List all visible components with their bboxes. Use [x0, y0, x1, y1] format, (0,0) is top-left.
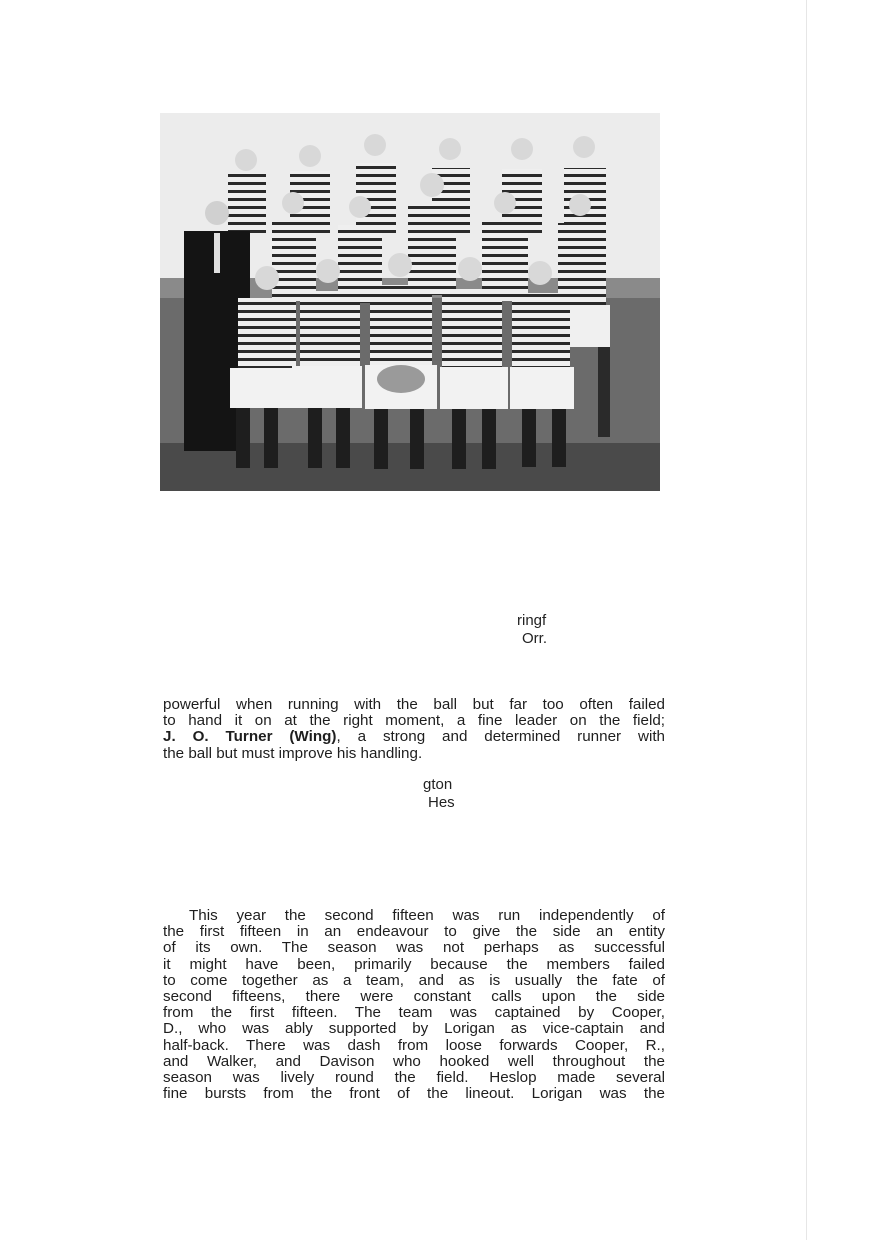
text-fragment-1-line-1: ringf	[517, 612, 547, 629]
page-edge	[806, 0, 807, 1240]
first-paragraph	[163, 697, 665, 762]
second-paragraph-line: half-back. There was dash from loose forwards Cooper, R.,	[163, 1036, 665, 1054]
second-paragraph-line: This year the second fifteen was run independently of	[189, 907, 665, 924]
text-fragment-2	[423, 776, 455, 812]
second-paragraph-line: and Walker, and Davison who hooked well throughout the	[163, 1052, 665, 1070]
team-photograph-image	[160, 113, 660, 491]
first-paragraph-line-3-rest: , a strong and determined runner with	[336, 728, 665, 746]
second-paragraph-line: season was lively round the field. Heslop made several	[163, 1069, 665, 1087]
first-paragraph-line-4: the ball but must improve his handling.	[163, 744, 423, 762]
second-paragraph-line: to come together as a team, and as is usually the fate of	[163, 971, 665, 989]
text-fragment-2-line-2: Hes	[428, 794, 455, 811]
text-fragment-2-line-1: gton	[423, 776, 453, 793]
second-paragraph	[163, 908, 665, 1102]
player-name-turner: J. O. Turner (Wing)	[163, 728, 337, 746]
second-paragraph-line: the first fifteen in an endeavour to give the side an entity	[163, 923, 665, 941]
second-paragraph-line: D., who was ably supported by Lorigan as vice-captain and	[163, 1020, 665, 1038]
first-paragraph-line-3	[163, 729, 665, 745]
second-paragraph-line: from the first fifteen. The team was captained by Cooper,	[163, 1004, 665, 1022]
second-paragraph-line: second fifteens, there were constant calls upon the side	[163, 988, 665, 1006]
first-paragraph-line-1: powerful when running with the ball but far too often failed	[163, 696, 665, 713]
first-paragraph-line-2: to hand it on at the right moment, a fine leader on the field;	[163, 712, 665, 730]
text-fragment-1-line-2: Orr.	[522, 630, 547, 647]
second-paragraph-line: fine bursts from the front of the lineout. Lorigan was the	[163, 1085, 665, 1103]
team-photograph	[160, 113, 660, 491]
second-paragraph-line: it might have been, primarily because the members failed	[163, 955, 665, 973]
second-paragraph-line: of its own. The season was not perhaps as successful	[163, 939, 665, 957]
text-fragment-1	[517, 612, 547, 648]
